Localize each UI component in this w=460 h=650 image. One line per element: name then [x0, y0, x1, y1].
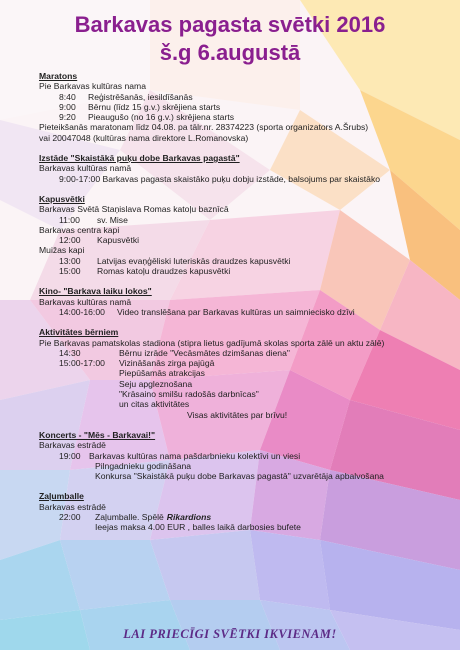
- item-text: Kapusvētki: [97, 235, 140, 246]
- section-heading: Maratons: [39, 71, 78, 81]
- item-text: Bērnu izrāde "Vecāsmātes dzimšanas diena": [119, 347, 290, 358]
- section-zalumballe: [39, 491, 439, 532]
- schedule-item: [39, 215, 439, 225]
- free-note: Visas aktivitātes par brīvu!: [187, 409, 288, 420]
- item-text: Zaļumballe. Spēlē: [95, 511, 164, 522]
- schedule-item: 9:00-17:00 Barkavas pagasta skaistāko puķu dobju izstāde, balsojums par skaistāko: [59, 173, 381, 184]
- item-time: 9:20: [59, 112, 76, 123]
- schedule-item: [39, 92, 439, 102]
- item-time: 8:40: [59, 91, 76, 102]
- concert-item: Pilngadnieku godināšana: [95, 460, 192, 471]
- item-time: 14:30: [59, 347, 81, 358]
- section-aktivitates: [39, 327, 439, 420]
- section-heading: Kino- "Barkava laiku lokos": [39, 286, 152, 297]
- item-text: sv. Mise: [97, 214, 128, 225]
- item-time: 15:00-17:00: [59, 358, 105, 369]
- location: Barkavas estrādē: [39, 440, 106, 451]
- location: Barkavas centra kapi: [39, 224, 120, 235]
- location: Pie Barkavas kultūras nama: [39, 81, 146, 92]
- schedule-item: [39, 358, 439, 368]
- location: Barkavas kultūras namā: [39, 296, 132, 307]
- item-time: 22:00: [59, 511, 81, 522]
- schedule-item: [39, 102, 439, 112]
- item-text: Barkavas kultūras nama pašdarbnieku kolektīvi un viesi: [89, 450, 301, 461]
- section-heading: Koncerts - "Mēs - Barkavai!": [39, 429, 156, 440]
- registration-note: Pieteikšanās maratonam līdz 04.08. pa tālr.nr. 28374223 (sporta organizators A.Šrubs): [39, 122, 369, 133]
- poster-title: Barkavas pagasta svētki 2016: [74, 12, 386, 37]
- schedule-item: [39, 307, 439, 317]
- schedule-item: [39, 235, 439, 245]
- section-koncerts: [39, 430, 439, 481]
- band-name: Rikardions: [166, 511, 212, 522]
- item-text: Romas katoļu draudzes kapusvētki: [97, 266, 231, 277]
- poster-date: š.g 6.augustā: [159, 40, 301, 65]
- registration-note-contact: vai 20047048 (kultūras nama direktore L.Romanovska): [39, 132, 249, 143]
- schedule-item: [39, 512, 439, 522]
- schedule-item: [39, 266, 439, 276]
- item-time: 19:00: [59, 450, 81, 461]
- item-time: 14:00-16:00: [59, 306, 105, 317]
- item-time: 13:00: [59, 255, 81, 266]
- activity-item: Piepūšamās atrakcijas: [119, 368, 205, 379]
- section-heading: Aktivitātes bērniem: [39, 327, 119, 338]
- section-heading: Izstāde "Skaistākā puķu dobe Barkavas pagastā": [39, 153, 240, 164]
- section-izstade: [39, 153, 439, 184]
- section-kapusvetki: [39, 194, 439, 276]
- schedule-item: [39, 256, 439, 266]
- section-maratons: [39, 71, 439, 143]
- entry-fee: Ieejas maksa 4.00 EUR , balles laikā darbosies bufete: [95, 522, 301, 533]
- item-text: Pieaugušo (no 16 g.v.) skrējiena starts: [88, 112, 235, 123]
- location: Barkavas Svētā Staņislava Romas katoļu baznīcā: [39, 204, 229, 215]
- concert-item: Konkursa "Skaistākā puķu dobe Barkavas pagastā" uzvarētāja apbalvošana: [95, 471, 384, 482]
- item-text: Bērnu (līdz 15 g.v.) skrējiena starts: [88, 101, 221, 112]
- schedule-item: [39, 348, 439, 358]
- item-time: 9:00: [59, 101, 76, 112]
- section-kino: [39, 286, 439, 317]
- item-text: Reģistrēšanās, iesildīšanās: [88, 91, 193, 102]
- section-heading: Zaļumballe: [39, 491, 84, 502]
- item-time: 12:00: [59, 235, 81, 246]
- location: Muižas kapi: [39, 245, 85, 256]
- activity-item: Seju apgleznošana: [119, 378, 193, 389]
- item-time: 11:00: [59, 214, 80, 225]
- section-heading: Kapusvētki: [39, 193, 85, 204]
- location: Pie Barkavas pamatskolas stadiona (stipra lietus gadījumā skolas sporta zālē un aktu zālē): [39, 337, 385, 348]
- item-time: 15:00: [59, 266, 81, 277]
- item-text: Latvijas evaņģēliski luteriskās draudzes kapusvētki: [97, 255, 291, 266]
- activity-item: "Krāsaino smilšu radošās darbnīcas": [119, 389, 259, 400]
- item-text: Video translēšana par Barkavas kultūras un saimniecisko dzīvi: [117, 306, 355, 317]
- schedule-item: [39, 451, 439, 461]
- item-text: Vizināšanās zirga pajūgā: [119, 358, 215, 369]
- activity-item: un citas aktivitātes: [119, 399, 190, 410]
- program-content: [39, 71, 439, 543]
- location: Barkavas estrādē: [39, 501, 106, 512]
- location: Barkavas kultūras namā: [39, 163, 132, 174]
- schedule-item: [39, 112, 439, 122]
- footer-slogan: LAI PRIECĪGI SVĒTKI IKVIENAM!: [123, 627, 337, 641]
